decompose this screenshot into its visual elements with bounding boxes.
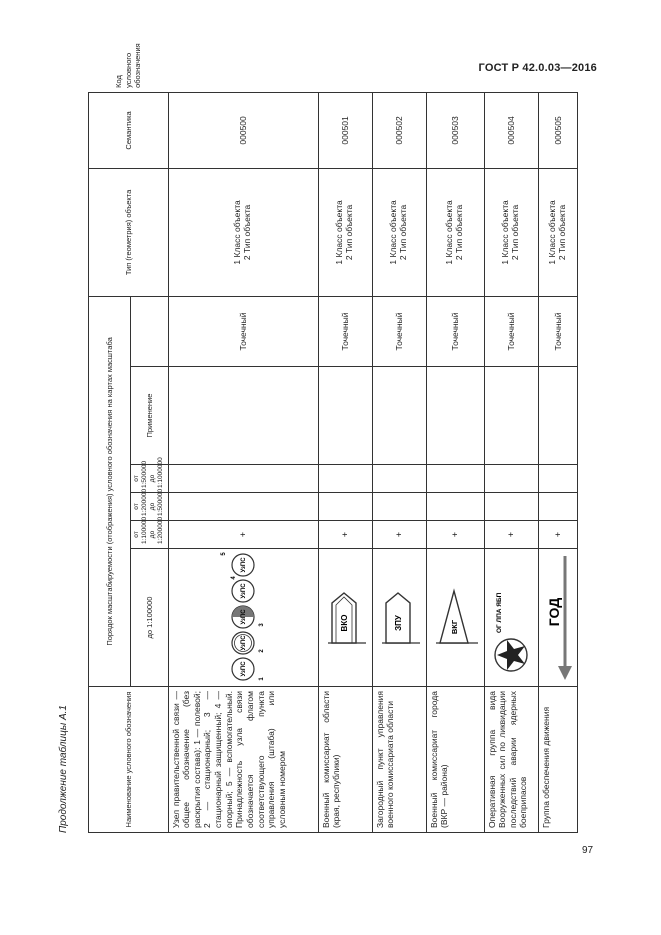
table-row <box>168 92 318 832</box>
pentagon-flag-icon <box>376 588 422 648</box>
row-semantics <box>168 168 318 296</box>
symbol-cell <box>538 549 577 687</box>
row-semantics <box>538 168 577 296</box>
row-name: Военный комиссариат области (края, республики) <box>318 687 372 833</box>
scale-mark: + <box>538 521 577 549</box>
symbol-cell <box>318 549 372 687</box>
row-code: 000500 <box>168 92 318 168</box>
row-code: 000501 <box>318 92 372 168</box>
symbol-label-4: УзПС <box>241 583 247 600</box>
symbol-label-2: УзПС <box>241 635 247 652</box>
empty-cell <box>538 465 577 493</box>
scale-mark: + <box>372 521 426 549</box>
row-type: Точечный <box>484 296 538 366</box>
row-semantics <box>426 168 484 296</box>
symbol-number-2: 2 <box>259 649 265 654</box>
empty-cell <box>168 367 318 465</box>
row-code: 000505 <box>538 92 577 168</box>
symbol-cell <box>372 549 426 687</box>
semantics-line-1: 1 Класс объекта <box>444 200 455 265</box>
star-circle-icon <box>489 558 533 678</box>
semantics-line-1: 1 Класс объекта <box>388 200 399 265</box>
empty-cell <box>484 465 538 493</box>
semantics-line-1: 1 Класс объекта <box>334 200 345 265</box>
symbol-label-3: УзПС <box>241 609 247 626</box>
col-scale-1-header: до 1:100000 <box>131 549 169 687</box>
row-name: Оперативная группа вида Вооруженных сил по ликвидации последствий аварии ядерных боеприпасов <box>484 687 538 833</box>
row-semantics <box>372 168 426 296</box>
empty-cell <box>538 367 577 465</box>
row-code: 000502 <box>372 92 426 168</box>
scale-mark: + <box>426 521 484 549</box>
row-type: Точечный <box>168 296 318 366</box>
empty-cell <box>168 493 318 521</box>
empty-cell <box>538 493 577 521</box>
col-order-header: Порядок масштабируемости (отображения) условного обозначения на картах масштаба <box>89 296 131 686</box>
symbol-label: ВКГ <box>450 620 459 635</box>
table-row <box>318 92 372 832</box>
table-row <box>538 92 577 832</box>
semantics-line-2: 2 Тип объекта <box>556 204 567 261</box>
col-scale-4-header: от 1:500000 до 1:1000000 <box>131 465 169 493</box>
empty-cell <box>168 465 318 493</box>
row-type: Точечный <box>372 296 426 366</box>
symbol-label-5: УзПС <box>241 557 247 574</box>
empty-cell <box>318 465 372 493</box>
semantics-line-2: 2 Тип объекта <box>242 204 252 261</box>
symbol-cell <box>426 549 484 687</box>
row-type: Точечный <box>538 296 577 366</box>
empty-cell <box>484 493 538 521</box>
row-type: Точечный <box>318 296 372 366</box>
symbol-cell <box>484 549 538 687</box>
empty-cell <box>484 367 538 465</box>
symbol-label: ВКО <box>340 615 349 632</box>
semantics-line-2: 2 Тип объекта <box>398 204 408 261</box>
row-code: 000503 <box>426 92 484 168</box>
semantics-line-1: 1 Класс объекта <box>500 200 511 265</box>
col-semantics-header: Семантика <box>89 92 169 168</box>
comm-node-symbols-icon <box>213 553 273 683</box>
row-name: Узел правительственной связи — общее обозначение (без раскрытия состава): 1 — полевой; 2 — стационарный; 3 — стационарный защищенный; 4 — опорный; 5 — вспомогательный. Принадлежность узла связи обозначается флагом соответствующего пункта управления (штаба) или условным номером <box>168 687 318 833</box>
semantics-line-2: 2 Тип объекта <box>454 204 464 261</box>
arrow-icon <box>541 553 575 683</box>
semantics-line-1: 1 Класс объекта <box>232 200 243 265</box>
table-row <box>484 92 538 832</box>
symbol-number-3: 3 <box>259 623 265 628</box>
scale-mark: + <box>484 521 538 549</box>
symbol-cell <box>168 549 318 687</box>
row-name: Загородный пункт управления военного комиссариата области <box>372 687 426 833</box>
empty-cell <box>318 493 372 521</box>
empty-cell <box>372 367 426 465</box>
col-scale-3-header: от 1:200000 до 1:500000 <box>131 493 169 521</box>
standard-header: ГОСТ Р 42.0.03—2016 <box>478 62 597 74</box>
col-name-header: Наименование условного обозначения <box>89 687 169 833</box>
pentagon-flag-icon <box>322 588 368 648</box>
symbols-table: Наименование условного обозначения Порядок масштабируемости (отображения) условного обозначения на картах масштаба Тип (геометрия) объекта Семантика Код условного обозначения до 1:100000 от 1:100000 до 1:200000 от 1:200000 до 1:500000 от 1:500000 до 1:1000000 Применение Узел правительственной связи — общее обозначение (без раскрытия состава): 1 — полевой; 2 — стационарный; 3 — стационарный защищенный; 4 — опорный; 5 — вспомогательный. Принадлежность узла связи обозначается флагом соответствующего пункта управления (штаба) или условным номером УзПС 1 УзПС 2 УзПС 3 УзПС 4 УзПС 5 + Точечный 1 Класс объекта 2 Тип объекта 000500 Военный комиссариат области (края, республики) ВКО + Точечный 1 Класс объекта 2 Тип объекта 000501 Загородный пункт управления военного комиссариата области ЗПУ + Точечный 1 Класс объекта 2 Тип объекта 000502 Военный комиссариат города (ВКР — района) ВКГ + Точечный 1 Класс объекта 2 Тип объекта 000503 Оперативная группа вида Вооруженных сил по ликвидации последствий аварии ядерных боеприпасов ОГ ЛПА ЯБП + Точечный 1 Класс объекта 2 Тип объекта 000504 Группа обеспечения движения ГОД + Точечный 1 Класс объекта 2 Тип объекта 000505 <box>88 92 578 833</box>
table-row <box>426 92 484 832</box>
col-type-header: Тип (геометрия) объекта <box>89 168 169 296</box>
symbol-number-1: 1 <box>259 677 265 682</box>
row-name: Группа обеспечения движения <box>538 687 577 833</box>
empty-cell <box>372 465 426 493</box>
row-code: 000504 <box>484 92 538 168</box>
row-semantics <box>484 168 538 296</box>
empty-cell <box>372 493 426 521</box>
row-name: Военный комиссариат города (ВКР — района) <box>426 687 484 833</box>
table-row <box>372 92 426 832</box>
symbol-number-4: 4 <box>231 576 237 581</box>
row-type: Точечный <box>426 296 484 366</box>
semantics-line-2: 2 Тип объекта <box>510 204 520 261</box>
symbol-number-5: 5 <box>221 552 227 557</box>
empty-cell <box>426 367 484 465</box>
empty-cell <box>318 367 372 465</box>
semantics-line-2: 2 Тип объекта <box>344 204 354 261</box>
page-number: 97 <box>582 845 594 856</box>
col-note-header: Применение <box>131 367 169 465</box>
symbol-label: ОГ ЛПА ЯБП <box>496 593 503 634</box>
scale-mark: + <box>318 521 372 549</box>
symbol-label: ЗПУ <box>394 615 403 632</box>
empty-cell <box>426 465 484 493</box>
symbol-label: ГОД <box>545 598 562 627</box>
semantics-line-1: 1 Класс объекта <box>546 200 557 265</box>
empty-cell <box>426 493 484 521</box>
col-scale-2-header: от 1:100000 до 1:200000 <box>131 521 169 549</box>
table-caption: Продолжение таблицы А.1 <box>58 705 69 833</box>
triangle-flag-icon <box>430 588 480 648</box>
symbol-label-1: УзПС <box>241 661 247 678</box>
scale-mark: + <box>168 521 318 549</box>
row-semantics <box>318 168 372 296</box>
